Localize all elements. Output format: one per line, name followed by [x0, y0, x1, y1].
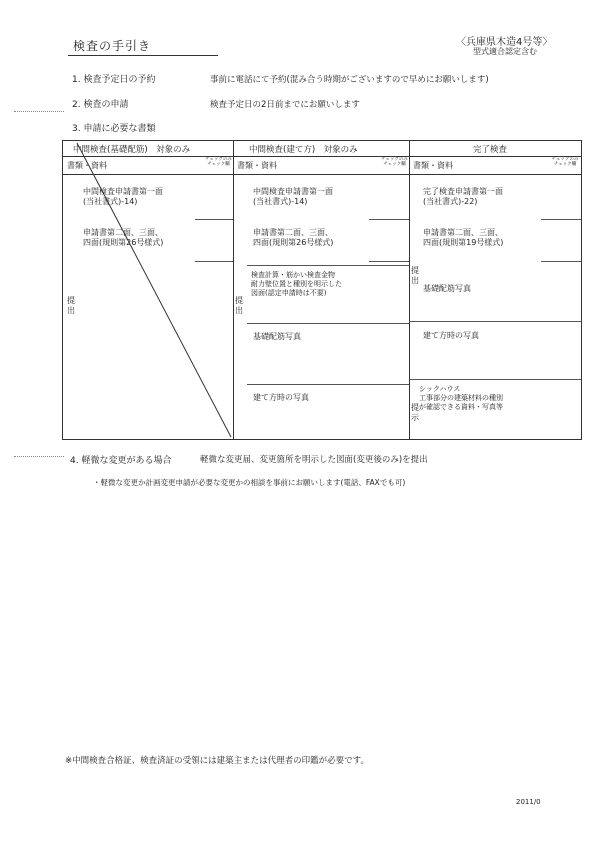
col1-entry-1: 中間検査申請書第一面 (当社書式)-14) — [83, 187, 163, 206]
region-label: 〈兵庫県木造4号等〉 — [456, 37, 553, 48]
item-1-value: 事前に電話にて予約(混み合う時期がございますので早めにお願いします) — [210, 75, 489, 85]
item-1-label: 1. 検査予定日の予約 — [72, 75, 156, 85]
document-date: 2011/0 — [516, 798, 541, 806]
col1-header: 中間検査(基礎配筋) 対象のみ — [73, 145, 191, 155]
minor-change-note: ・軽微な変更か計画変更申請が必要な変更かの相談を事前にお願いします(電話、FAXでも可) — [93, 478, 406, 487]
item-2-label: 2. 検査の申請 — [72, 100, 129, 110]
col2-entry-4: 基礎配筋写真 — [253, 332, 301, 341]
col3-header: 完了検査 — [473, 145, 508, 155]
section-4-label: 4. 軽微な変更がある場合 — [70, 456, 172, 466]
col2-subheader: 書類・資料 — [237, 161, 277, 170]
check-line — [541, 219, 581, 220]
col3-subheader: 書類・資料 — [413, 161, 453, 170]
row-divider — [247, 265, 409, 266]
check-line — [369, 261, 409, 262]
documents-table — [62, 140, 582, 440]
col1-subheader: 書類・資料 — [67, 161, 107, 170]
check-line — [195, 219, 233, 220]
item-2-value: 検査予定日の2日前までにお願いします — [210, 100, 360, 110]
not-applicable-diagonal — [63, 141, 233, 439]
col2-check-label: チェックのみ チェック欄 — [381, 157, 408, 167]
col3-entry-4: 建て方時の写真 — [423, 331, 479, 340]
title-underline — [68, 55, 218, 56]
col3-entry-5: シックハウス 工事部分の建築材料の種別 が確認できる資料・写真等 — [419, 385, 503, 411]
item-3-label: 3. 申請に必要な書類 — [72, 124, 156, 134]
col1-check-label: チェックのみ チェック欄 — [205, 157, 232, 167]
col1-side-label: 提出 — [67, 296, 75, 315]
col3-side-label-2: 提示 — [411, 403, 419, 422]
row-divider — [409, 379, 581, 380]
column-divider — [409, 141, 410, 439]
row-divider — [247, 384, 409, 385]
col3-entry-2: 申請書第二面、三面、 四面(規則第19号様式) — [423, 228, 504, 247]
col2-side-label: 提出 — [235, 296, 243, 315]
col2-entry-2: 申請書第二面、三面、 四面(規則第26号様式) — [253, 228, 334, 247]
check-line — [195, 261, 233, 262]
footer-note: ※中間検査合格証、検査済証の受領には建築主または代理者の印鑑が必要です。 — [65, 756, 369, 766]
margin-mark — [14, 111, 64, 112]
check-line — [369, 219, 409, 220]
column-divider — [233, 141, 234, 439]
row-divider — [409, 321, 581, 322]
margin-mark — [14, 456, 64, 457]
row-divider — [247, 323, 409, 324]
col2-entry-3: 検査計算・筋かい検査金物 耐力壁位置と種別を明示した 図面(認定申請時は不要) — [251, 271, 342, 297]
check-line — [541, 261, 581, 262]
col1-entry-2: 申請書第二面、三面、 四面(規則第26号様式) — [83, 228, 164, 247]
page-title: 検査の手引き — [73, 39, 152, 53]
section-4-value: 軽微な変更届、変更箇所を明示した図面(変更後のみ)を提出 — [200, 455, 428, 465]
col3-side-label: 提出 — [411, 266, 419, 285]
col3-entry-3: 基礎配筋写真 — [423, 284, 471, 293]
region-sublabel: 型式適合認定含む — [473, 47, 537, 56]
col2-entry-1: 中間検査申請書第一面 (当社書式)-14) — [253, 187, 333, 206]
col3-check-label: チェックのみ チェック欄 — [551, 157, 579, 167]
col2-header: 中間検査(建て方) 対象のみ — [249, 145, 358, 155]
col3-entry-1: 完了検査申請書第一面 (当社書式)-22) — [423, 187, 503, 206]
col2-entry-5: 建て方時の写真 — [253, 393, 309, 402]
